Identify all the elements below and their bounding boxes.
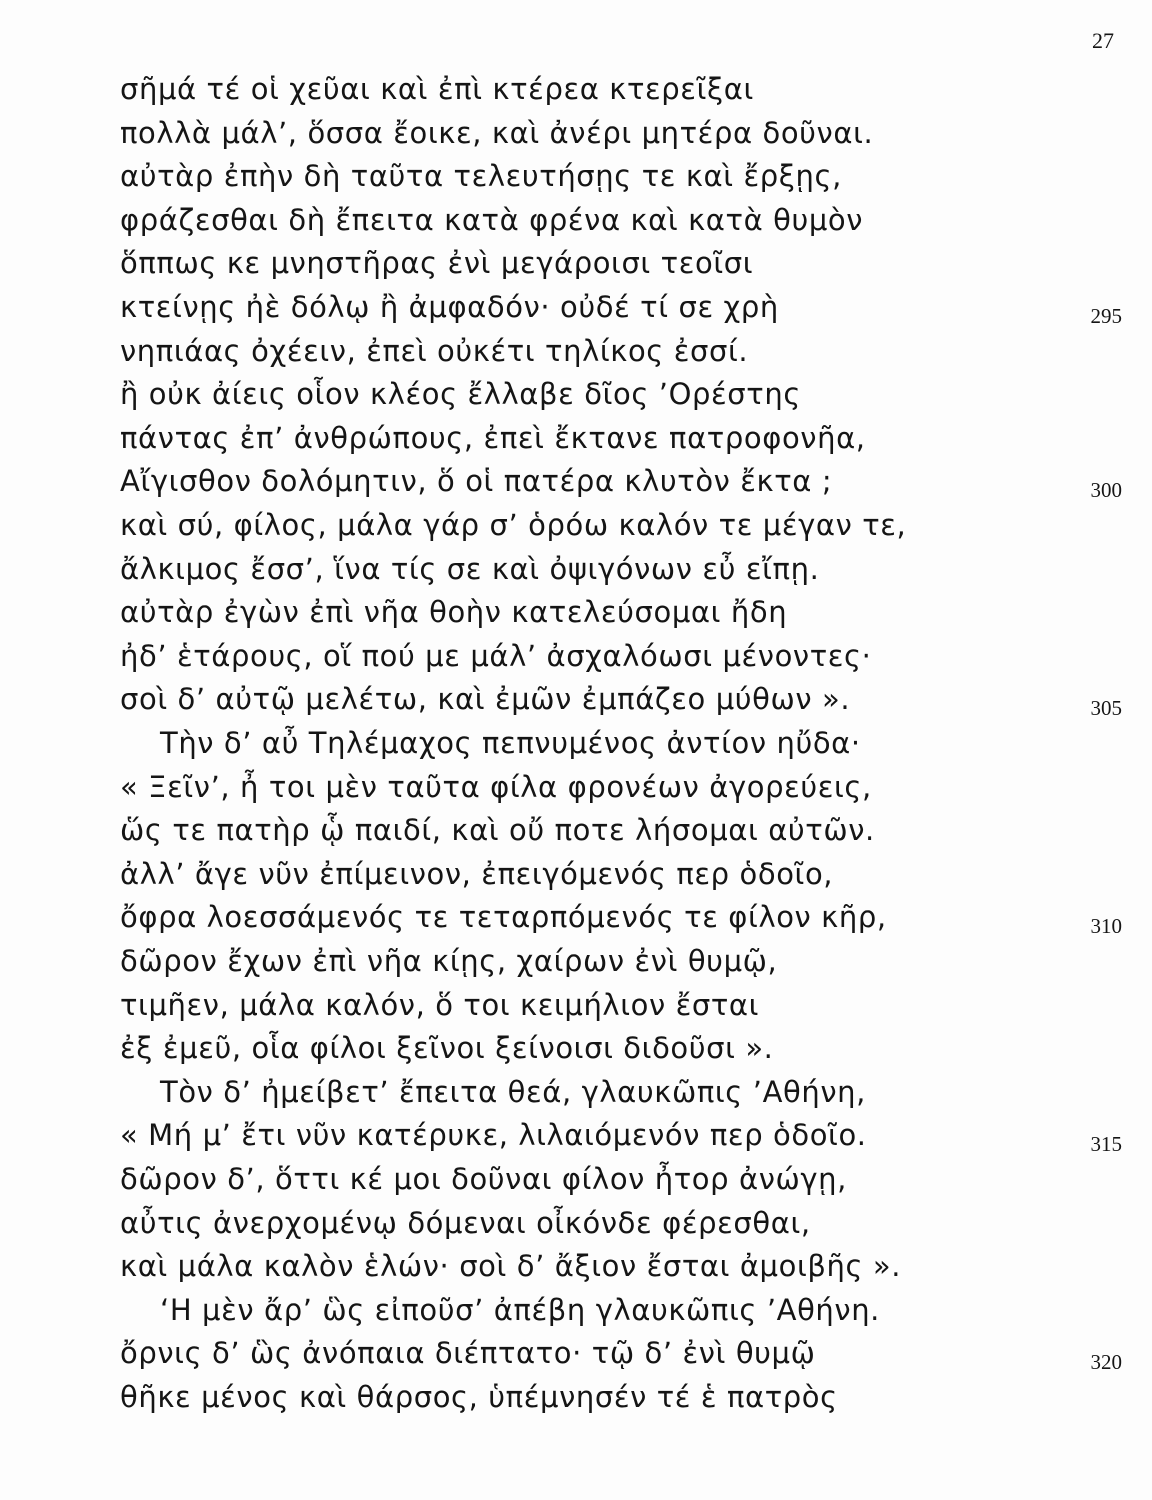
verse-line-text: τιμῆεν, μάλα καλόν, ὅ τοι κειμήλιον ἔσται: [120, 987, 760, 1022]
verse-line: [0, 72, 1152, 115]
verse-line-text: ὅππως κε μνηστῆρας ἐνὶ μεγάροισι τεοῖσι: [120, 246, 754, 281]
verse-line: [0, 1118, 1152, 1161]
verse-line: [0, 1380, 1152, 1423]
verse-line-text: πάντας ἐπ’ ἀνθρώπους, ἐπεὶ ἔκτανε πατροφονῆα,: [120, 420, 866, 455]
verse-line-text: ἐξ ἐμεῦ, οἷα φίλοι ξεῖνοι ξείνοισι διδοῦσι ».: [120, 1031, 774, 1066]
verse-line: [0, 857, 1152, 900]
verse-line-text: σοὶ δ’ αὐτῷ μελέτω, καὶ ἐμῶν ἐμπάζεο μύθων ».: [120, 682, 851, 717]
verse-line: [0, 639, 1152, 682]
verse-line: [0, 770, 1152, 813]
page-number: 27: [1092, 28, 1114, 53]
verse-line: [0, 203, 1152, 246]
verse-line: [0, 988, 1152, 1031]
line-number: 300: [1090, 478, 1122, 503]
verse-line: [0, 1249, 1152, 1292]
verse-line: [0, 508, 1152, 551]
verse-line-text: ἄλκιμος ἔσσ’, ἵνα τίς σε καὶ ὀψιγόνων εὖ εἴπῃ.: [120, 551, 820, 586]
verse-line: [0, 944, 1152, 987]
verse-line: [0, 595, 1152, 638]
verse-line-text: ὄφρα λοεσσάμενός τε τεταρπόμενός τε φίλον κῆρ,: [120, 900, 887, 935]
verse-line: [0, 1162, 1152, 1205]
verse-line: [0, 552, 1152, 595]
verse-line-text: αὐτὰρ ἐγὼν ἐπὶ νῆα θοὴν κατελεύσομαι ἤδη: [120, 595, 788, 630]
verse-line: [0, 682, 1152, 725]
verse-line-text: ὥς τε πατὴρ ᾧ παιδί, καὶ οὔ ποτε λήσομαι αὐτῶν.: [120, 813, 875, 848]
verse-line-text: αὖτις ἀνερχομένῳ δόμεναι οἶκόνδε φέρεσθαι,: [120, 1205, 811, 1240]
verse-line: [0, 726, 1152, 769]
verse-line-text: ἀλλ’ ἄγε νῦν ἐπίμεινον, ἐπειγόμενός περ ὁδοῖο,: [120, 856, 834, 891]
verse-line-text: δῶρον δ’, ὅττι κέ μοι δοῦναι φίλον ἦτορ ἀνώγῃ,: [120, 1162, 847, 1196]
verse-line-text: πολλὰ μάλ’, ὅσσα ἔοικε, καὶ ἀνέρι μητέρα δοῦναι.: [120, 115, 874, 150]
line-number: 295: [1090, 304, 1122, 328]
verse-line-text: ‘Η μὲν ἄρ’ ὣς εἰποῦσ’ ἀπέβη γλαυκῶπις ’Αθήνη.: [160, 1292, 880, 1327]
verse-line-text: Τὸν δ’ ἠμείβετ’ ἔπειτα θεά, γλαυκῶπις ’Αθήνη,: [160, 1074, 866, 1109]
verse-line: [0, 159, 1152, 202]
verse-line-text: αὐτὰρ ἐπὴν δὴ ταῦτα τελευτήσῃς τε καὶ ἔρξῃς,: [120, 159, 842, 194]
verse-line-text: κτείνῃς ἠὲ δόλῳ ἢ ἀμφαδόν· οὐδέ τί σε χρὴ: [120, 290, 779, 324]
verse-line-text: ὄρνις δ’ ὣς ἀνόπαια διέπτατο· τῷ δ’ ἐνὶ θυμῷ: [120, 1336, 816, 1371]
verse-line: [0, 421, 1152, 464]
verse-line-text: φράζεσθαι δὴ ἔπειτα κατὰ φρένα καὶ κατὰ θυμὸν: [120, 202, 864, 237]
verse-line-text: νηπιάας ὀχέειν, ἐπεὶ οὐκέτι τηλίκος ἐσσί.: [120, 333, 749, 368]
verse-line-text: « Ξεῖν’, ἦ τοι μὲν ταῦτα φίλα φρονέων ἀγορεύεις,: [120, 769, 872, 804]
verse-line: [0, 290, 1152, 333]
verse-line-text: ἢ οὐκ ἀίεις οἷον κλέος ἔλλαβε δῖος ’Ορέστης: [120, 377, 801, 412]
verse-line-text: θῆκε μένος καὶ θάρσος, ὑπέμνησέν τέ ἑ πατρὸς: [120, 1380, 838, 1414]
verse-line: [0, 1206, 1152, 1249]
line-number: 305: [1090, 696, 1122, 721]
verse-line-text: καὶ μάλα καλὸν ἑλών· σοὶ δ’ ἄξιον ἔσται ἀμοιβῆς ».: [120, 1249, 902, 1284]
line-number: 320: [1090, 1350, 1122, 1375]
verse-line-text: σῆμά τέ οἱ χεῦαι καὶ ἐπὶ κτέρεα κτερεῖξαι: [120, 72, 754, 106]
verse-line: [0, 377, 1152, 420]
verse-line: [0, 334, 1152, 377]
verse-line: [0, 1031, 1152, 1074]
verse-line-text: δῶρον ἔχων ἐπὶ νῆα κίῃς, χαίρων ἐνὶ θυμῷ,: [120, 944, 778, 978]
verse-line: [0, 900, 1152, 943]
line-number: 315: [1090, 1132, 1122, 1157]
verse-line: [0, 116, 1152, 159]
verse-line-text: « Μή μ’ ἔτι νῦν κατέρυκε, λιλαιόμενόν περ ὁδοῖο.: [120, 1118, 867, 1153]
verse-line-text: ἠδ’ ἑτάρους, οἵ πού με μάλ’ ἀσχαλόωσι μένοντες·: [120, 638, 872, 673]
verse-line: [0, 1293, 1152, 1336]
verse-line-text: Αἴγισθον δολόμητιν, ὅ οἱ πατέρα κλυτὸν ἔκτα ;: [120, 464, 833, 499]
verse-line-text: Τὴν δ’ αὖ Τηλέμαχος πεπνυμένος ἀντίον ηὔδα·: [160, 726, 861, 760]
line-number: 310: [1090, 914, 1122, 939]
verse-line: [0, 813, 1152, 856]
verse-line-text: καὶ σύ, φίλος, μάλα γάρ σ’ ὁρόω καλόν τε μέγαν τε,: [120, 508, 907, 542]
verse-line: [0, 1075, 1152, 1118]
verse-line: [0, 464, 1152, 507]
verse-line: [0, 1336, 1152, 1379]
verse-line: [0, 246, 1152, 289]
